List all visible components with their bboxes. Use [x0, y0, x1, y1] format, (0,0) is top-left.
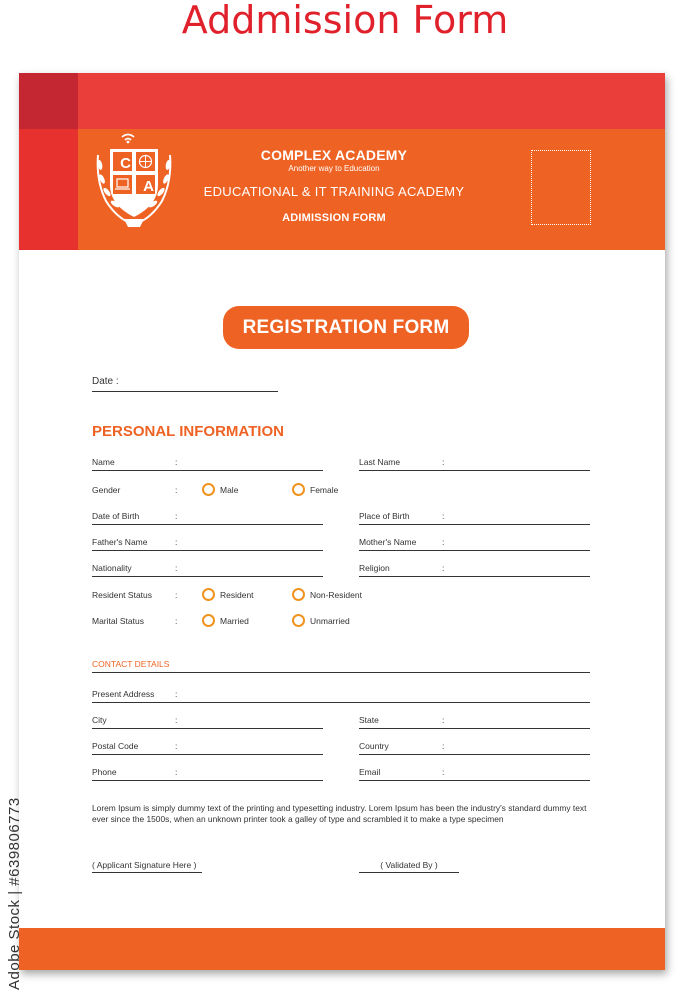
country-label: Country: [359, 741, 389, 751]
header-corner-block: [19, 73, 78, 129]
applicant-signature-label: ( Applicant Signature Here ): [92, 860, 197, 870]
last-name-label: Last Name: [359, 457, 401, 467]
colon: :: [175, 590, 178, 600]
phone-field[interactable]: [92, 767, 323, 781]
colon: :: [442, 767, 445, 777]
phone-label: Phone: [92, 767, 117, 777]
gender-label: Gender: [92, 485, 121, 495]
form-type-label: ADIMISSION FORM: [282, 212, 386, 224]
nationality-label: Nationality: [92, 563, 132, 573]
name-field[interactable]: [92, 457, 323, 471]
contact-details-heading: CONTACT DETAILS: [92, 659, 590, 673]
colon: :: [442, 741, 445, 751]
radio-icon[interactable]: [292, 614, 305, 627]
name-label: Name: [92, 457, 115, 467]
gender-female-label: Female: [310, 484, 339, 495]
date-label: Date :: [92, 376, 119, 387]
validated-by-line[interactable]: [359, 860, 459, 873]
resident-option[interactable]: [202, 588, 254, 601]
colon: :: [175, 511, 178, 521]
academy-tagline: Another way to Education: [288, 164, 380, 173]
academy-name: COMPLEX ACADEMY: [260, 147, 408, 163]
last-name-field[interactable]: [359, 457, 590, 471]
colon: :: [175, 715, 178, 725]
stock-id-label: [0, 758, 38, 990]
place-of-birth-label: Place of Birth: [359, 511, 410, 521]
colon: :: [175, 563, 178, 573]
gender-option-female[interactable]: [292, 483, 338, 496]
city-field[interactable]: [92, 715, 323, 729]
colon: :: [175, 485, 178, 495]
religion-label: Religion: [359, 563, 390, 573]
resident-label: Resident: [220, 589, 254, 600]
postal-code-label: Postal Code: [92, 741, 139, 751]
gender-male-label: Male: [220, 484, 239, 495]
page-title: Addmission Form: [181, 0, 509, 42]
radio-icon[interactable]: [292, 483, 305, 496]
date-of-birth-field[interactable]: [92, 511, 323, 525]
academy-subtitle: EDUCATIONAL & IT TRAINING ACADEMY: [203, 184, 465, 199]
marital-status-label: Marital Status: [92, 616, 144, 626]
fathers-name-label: Father's Name: [92, 537, 148, 547]
state-field[interactable]: [359, 715, 590, 729]
radio-icon[interactable]: [292, 588, 305, 601]
radio-icon[interactable]: [202, 614, 215, 627]
applicant-signature-line[interactable]: [92, 860, 202, 873]
validated-by-label: ( Validated By ): [380, 860, 438, 870]
marital-status-group: [92, 616, 412, 630]
married-label: Married: [220, 615, 249, 626]
gender-group: [92, 485, 392, 499]
place-of-birth-field[interactable]: [359, 511, 590, 525]
personal-information-heading: PERSONAL INFORMATION: [92, 423, 284, 440]
fathers-name-field[interactable]: [92, 537, 323, 551]
footer-band: [19, 928, 665, 970]
radio-icon[interactable]: [202, 588, 215, 601]
gender-option-male[interactable]: [202, 483, 238, 496]
religion-field[interactable]: [359, 563, 590, 577]
logo-letter-a: A: [143, 178, 154, 195]
country-field[interactable]: [359, 741, 590, 755]
dob-label: Date of Birth: [92, 511, 140, 521]
header-side-block: [19, 129, 78, 250]
date-field[interactable]: [92, 376, 278, 392]
stock-id-text: Adobe Stock | #639806773: [6, 797, 23, 990]
non-resident-label: Non-Resident: [310, 589, 362, 600]
lorem-paragraph: Lorem Ipsum is simply dummy text of the printing and typesetting industry. Lorem Ipsum has been the industry's standard dummy text ever since the 1500s, when an unknown printer took a galley of type and scrambled it to make a type specimen: [92, 803, 587, 824]
postal-code-field[interactable]: [92, 741, 323, 755]
colon: :: [175, 537, 178, 547]
email-field[interactable]: [359, 767, 590, 781]
colon: :: [175, 767, 178, 777]
present-address-field[interactable]: [92, 689, 590, 703]
colon: :: [442, 511, 445, 521]
colon: :: [175, 457, 178, 467]
mothers-name-field[interactable]: [359, 537, 590, 551]
photo-placeholder[interactable]: [531, 150, 591, 225]
registration-form-title: REGISTRATION FORM: [223, 306, 469, 349]
unmarried-label: Unmarried: [310, 615, 350, 626]
city-label: City: [92, 715, 107, 725]
resident-status-label: Resident Status: [92, 590, 153, 600]
non-resident-option[interactable]: [292, 588, 362, 601]
colon: :: [442, 457, 445, 467]
academy-logo-icon: [94, 131, 174, 235]
resident-status-group: [92, 590, 412, 604]
logo-letter-c: C: [120, 155, 131, 172]
email-label: Email: [359, 767, 381, 777]
header-top-band: [19, 73, 665, 129]
colon: :: [442, 563, 445, 573]
present-address-label: Present Address: [92, 689, 155, 699]
colon: :: [442, 715, 445, 725]
colon: :: [175, 741, 178, 751]
colon: :: [442, 537, 445, 547]
mothers-name-label: Mother's Name: [359, 537, 417, 547]
colon: :: [175, 689, 178, 699]
nationality-field[interactable]: [92, 563, 323, 577]
academy-brand: [189, 147, 479, 224]
married-option[interactable]: [202, 614, 249, 627]
colon: :: [175, 616, 178, 626]
unmarried-option[interactable]: [292, 614, 350, 627]
admission-form-sheet: [19, 73, 665, 970]
radio-icon[interactable]: [202, 483, 215, 496]
state-label: State: [359, 715, 379, 725]
